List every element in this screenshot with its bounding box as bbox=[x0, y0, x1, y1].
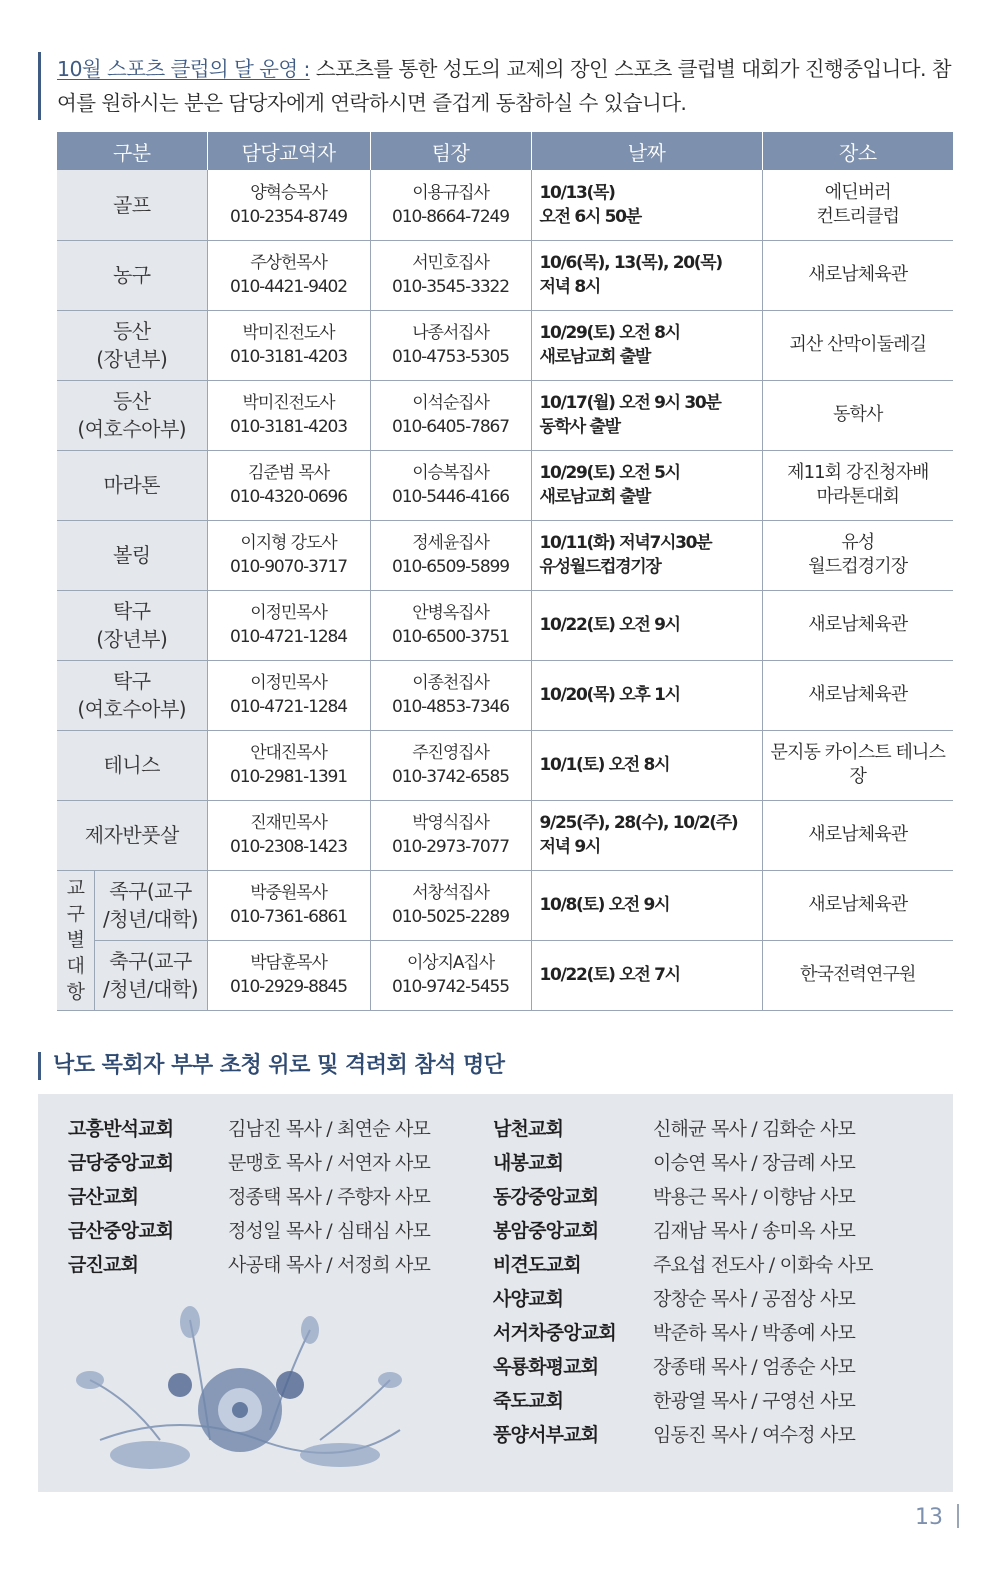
pastor-line: 010-4721-1284 bbox=[230, 697, 347, 717]
pastor-line: 010-3181-4203 bbox=[230, 417, 347, 437]
church-name: 옥룡화평교회 bbox=[493, 1356, 599, 1378]
intro-paragraph bbox=[38, 52, 963, 120]
place-line: 새로남체육관 bbox=[808, 264, 908, 285]
place-line: 월드컵경기장 bbox=[808, 556, 908, 577]
pastor-cell bbox=[207, 870, 370, 940]
leader-line: 정세윤집사 bbox=[412, 533, 489, 553]
leader-cell bbox=[370, 170, 531, 240]
category-cell bbox=[57, 730, 207, 800]
category-line: (여호수아부) bbox=[77, 417, 187, 441]
category-cell bbox=[57, 380, 207, 450]
category-cell bbox=[57, 660, 207, 730]
side-group-label bbox=[57, 870, 94, 1010]
leader-line: 010-2973-7077 bbox=[392, 837, 509, 857]
date-cell bbox=[531, 240, 762, 310]
couple-names: 정성일 목사 / 심태심 사모 bbox=[228, 1220, 431, 1242]
category-line: 제자반풋살 bbox=[84, 823, 179, 847]
pastor-line: 010-2929-8845 bbox=[230, 977, 347, 997]
pastor-line: 박미진전도사 bbox=[242, 323, 335, 343]
place-line: 유성 bbox=[841, 532, 875, 553]
leader-line: 주진영집사 bbox=[412, 743, 489, 763]
pastor-line: 010-7361-6861 bbox=[230, 907, 347, 927]
place-cell bbox=[762, 310, 953, 380]
couple-names: 이승연 목사 / 장금례 사모 bbox=[653, 1152, 856, 1174]
leader-line: 010-6509-5899 bbox=[392, 557, 509, 577]
category-line: /청년/대학) bbox=[102, 907, 199, 931]
church-name: 동강중앙교회 bbox=[493, 1186, 599, 1208]
leader-line: 서창석집사 bbox=[412, 883, 489, 903]
pastor-line: 이지형 강도사 bbox=[240, 533, 337, 553]
attendee-row bbox=[493, 1418, 873, 1452]
intro-highlight-text: 10월 스포츠 클럽의 달 운영 : bbox=[57, 57, 310, 81]
church-name: 금산교회 bbox=[68, 1186, 139, 1208]
table-row bbox=[57, 800, 953, 870]
date-line: 10/22(토) 오전 9시 bbox=[539, 615, 680, 635]
pastor-line: 010-3181-4203 bbox=[230, 347, 347, 367]
place-line: 새로남체육관 bbox=[808, 894, 908, 915]
pastor-line: 010-9070-3717 bbox=[230, 557, 347, 577]
date-line: 오전 6시 50분 bbox=[539, 206, 641, 227]
date-line: 동학사 출발 bbox=[539, 417, 620, 437]
pastor-cell bbox=[207, 800, 370, 870]
header-date: 날짜 bbox=[531, 132, 762, 170]
couple-names: 사공태 목사 / 서정희 사모 bbox=[228, 1254, 431, 1276]
couple-names: 한광열 목사 / 구영선 사모 bbox=[653, 1390, 856, 1412]
pastor-cell bbox=[207, 380, 370, 450]
leader-line: 010-3742-6585 bbox=[392, 767, 509, 787]
table-row bbox=[57, 310, 953, 380]
place-line: 새로남체육관 bbox=[808, 824, 908, 845]
category-line: 등산 bbox=[112, 389, 151, 413]
category-line: (장년부) bbox=[96, 627, 168, 651]
attendee-row bbox=[493, 1146, 873, 1180]
church-name: 비견도교회 bbox=[493, 1254, 581, 1276]
pastor-line: 양혁승목사 bbox=[250, 182, 327, 203]
place-cell bbox=[762, 730, 953, 800]
pastor-cell bbox=[207, 940, 370, 1010]
place-line: 새로남체육관 bbox=[808, 614, 908, 635]
attendance-left-column bbox=[68, 1112, 430, 1282]
leader-cell bbox=[370, 940, 531, 1010]
date-cell bbox=[531, 940, 762, 1010]
couple-names: 장종태 목사 / 엄종순 사모 bbox=[653, 1356, 856, 1378]
leader-line: 010-4753-5305 bbox=[392, 347, 509, 367]
sports-club-table bbox=[57, 132, 953, 1011]
category-line: (장년부) bbox=[96, 347, 168, 371]
date-cell bbox=[531, 380, 762, 450]
date-cell bbox=[531, 310, 762, 380]
category-line: 테니스 bbox=[103, 753, 160, 777]
attendee-row bbox=[493, 1316, 873, 1350]
date-line: 10/17(월) 오전 9시 30분 bbox=[539, 393, 721, 413]
date-line: 10/8(토) 오전 9시 bbox=[539, 895, 670, 915]
pastor-line: 김준범 목사 bbox=[248, 463, 329, 483]
attendance-right-column bbox=[493, 1112, 873, 1452]
date-line: 저녁 9시 bbox=[539, 837, 601, 857]
couple-names: 장창순 목사 / 공점상 사모 bbox=[653, 1288, 856, 1310]
page-number: 13 bbox=[915, 1505, 943, 1530]
category-line: /청년/대학) bbox=[102, 977, 199, 1001]
place-line: 괴산 산막이둘레길 bbox=[789, 334, 927, 355]
leader-line: 010-3545-3322 bbox=[392, 277, 509, 297]
date-cell bbox=[531, 870, 762, 940]
date-line: 10/29(토) 오전 8시 bbox=[539, 323, 680, 343]
date-line: 10/22(토) 오전 7시 bbox=[539, 965, 680, 985]
couple-names: 문맹호 목사 / 서연자 사모 bbox=[228, 1152, 431, 1174]
leader-cell bbox=[370, 450, 531, 520]
pastor-line: 안대진목사 bbox=[250, 743, 327, 763]
leader-line: 010-6405-7867 bbox=[392, 417, 509, 437]
date-cell bbox=[531, 730, 762, 800]
place-cell bbox=[762, 240, 953, 310]
couple-names: 박준하 목사 / 박종예 사모 bbox=[653, 1322, 856, 1344]
leader-cell bbox=[370, 730, 531, 800]
pastor-cell bbox=[207, 170, 370, 240]
table-row bbox=[57, 870, 953, 940]
category-cell bbox=[57, 520, 207, 590]
church-name: 풍양서부교회 bbox=[493, 1424, 599, 1446]
category-line: 농구 bbox=[112, 263, 151, 287]
date-line: 저녁 8시 bbox=[539, 277, 601, 297]
category-cell bbox=[94, 870, 207, 940]
date-line: 유성월드컵경기장 bbox=[539, 557, 661, 577]
church-name: 남천교회 bbox=[493, 1118, 564, 1140]
place-cell bbox=[762, 450, 953, 520]
table-row bbox=[57, 450, 953, 520]
side-label-char: 교 bbox=[66, 877, 84, 899]
place-line: 제11회 강진청자배 bbox=[787, 462, 929, 483]
leader-line: 010-8664-7249 bbox=[392, 206, 509, 227]
category-cell bbox=[57, 450, 207, 520]
church-name: 내봉교회 bbox=[493, 1152, 564, 1174]
category-line: 탁구 bbox=[112, 669, 151, 693]
table-row bbox=[57, 240, 953, 310]
couple-names: 신해균 목사 / 김화순 사모 bbox=[653, 1118, 856, 1140]
church-name: 고흥반석교회 bbox=[68, 1118, 174, 1140]
category-line: (여호수아부) bbox=[77, 697, 187, 721]
table-row bbox=[57, 940, 953, 1010]
table-row bbox=[57, 660, 953, 730]
date-cell bbox=[531, 520, 762, 590]
header-pastor: 담당교역자 bbox=[207, 132, 370, 170]
leader-cell bbox=[370, 380, 531, 450]
church-name: 금진교회 bbox=[68, 1254, 139, 1276]
date-line: 10/11(화) 저녁7시30분 bbox=[539, 533, 712, 553]
attendee-row bbox=[493, 1350, 873, 1384]
leader-line: 010-4853-7346 bbox=[392, 697, 509, 717]
church-name: 사양교회 bbox=[493, 1288, 564, 1310]
couple-names: 주요섭 전도사 / 이화숙 사모 bbox=[653, 1254, 873, 1276]
church-name: 죽도교회 bbox=[493, 1390, 564, 1412]
pastor-line: 이정민목사 bbox=[250, 603, 327, 623]
place-line: 한국전력연구원 bbox=[800, 964, 916, 985]
table-row bbox=[57, 590, 953, 660]
pastor-cell bbox=[207, 310, 370, 380]
leader-cell bbox=[370, 870, 531, 940]
leader-line: 박영식집사 bbox=[412, 813, 489, 833]
category-line: 골프 bbox=[112, 192, 151, 217]
attendee-row bbox=[68, 1180, 430, 1214]
couple-names: 임동진 목사 / 여수정 사모 bbox=[653, 1424, 856, 1446]
category-line: 마라톤 bbox=[103, 473, 160, 497]
leader-line: 010-5446-4166 bbox=[392, 487, 509, 507]
place-cell bbox=[762, 380, 953, 450]
category-line: 등산 bbox=[112, 319, 151, 343]
attendee-row bbox=[68, 1214, 430, 1248]
category-cell bbox=[57, 310, 207, 380]
date-line: 10/20(목) 오후 1시 bbox=[539, 685, 680, 705]
couple-names: 정종택 목사 / 주향자 사모 bbox=[228, 1186, 431, 1208]
church-name: 금산중앙교회 bbox=[68, 1220, 174, 1242]
category-line: 족구(교구 bbox=[109, 879, 192, 903]
date-cell bbox=[531, 170, 762, 240]
place-cell bbox=[762, 520, 953, 590]
leader-line: 010-5025-2289 bbox=[392, 907, 509, 927]
couple-names: 김남진 목사 / 최연순 사모 bbox=[228, 1118, 431, 1140]
attendee-row bbox=[493, 1214, 873, 1248]
place-cell bbox=[762, 870, 953, 940]
category-cell bbox=[57, 170, 207, 240]
date-line: 10/1(토) 오전 8시 bbox=[539, 755, 670, 775]
date-cell bbox=[531, 590, 762, 660]
place-cell bbox=[762, 940, 953, 1010]
attendee-row bbox=[493, 1180, 873, 1214]
attendee-row bbox=[68, 1112, 430, 1146]
couple-names: 박용근 목사 / 이향남 사모 bbox=[653, 1186, 856, 1208]
place-cell bbox=[762, 660, 953, 730]
pastor-cell bbox=[207, 660, 370, 730]
table-row bbox=[57, 520, 953, 590]
side-label-char: 별 bbox=[66, 929, 84, 951]
leader-line: 서민호집사 bbox=[412, 253, 489, 273]
date-line: 새로남교회 출발 bbox=[539, 347, 650, 367]
intro-highlight bbox=[57, 57, 310, 81]
attendee-row bbox=[493, 1384, 873, 1418]
leader-cell bbox=[370, 800, 531, 870]
side-label-char: 항 bbox=[66, 981, 84, 1003]
pastor-cell bbox=[207, 730, 370, 800]
place-line: 새로남체육관 bbox=[808, 684, 908, 705]
date-cell bbox=[531, 800, 762, 870]
leader-cell bbox=[370, 240, 531, 310]
pastor-line: 주상헌목사 bbox=[250, 253, 327, 273]
pastor-line: 010-2981-1391 bbox=[230, 767, 347, 787]
leader-cell bbox=[370, 660, 531, 730]
side-label-char: 구 bbox=[66, 903, 84, 925]
table-header-row bbox=[57, 132, 953, 170]
pastor-cell bbox=[207, 590, 370, 660]
place-line: 에딘버러 bbox=[824, 181, 891, 203]
pastor-line: 010-2354-8749 bbox=[230, 206, 347, 227]
pastor-cell bbox=[207, 240, 370, 310]
category-line: 볼링 bbox=[112, 543, 151, 567]
place-cell bbox=[762, 800, 953, 870]
pastor-cell bbox=[207, 520, 370, 590]
date-line: 10/6(목), 13(목), 20(목) bbox=[539, 253, 722, 273]
leader-line: 안병옥집사 bbox=[412, 603, 489, 623]
attendee-row bbox=[493, 1282, 873, 1316]
place-cell bbox=[762, 170, 953, 240]
pastor-line: 진재민목사 bbox=[250, 813, 327, 833]
leader-line: 이종천집사 bbox=[412, 673, 489, 693]
leader-cell bbox=[370, 520, 531, 590]
pastor-line: 010-4721-1284 bbox=[230, 627, 347, 647]
leader-line: 이상지A집사 bbox=[406, 953, 495, 973]
table-row bbox=[57, 730, 953, 800]
category-cell bbox=[57, 800, 207, 870]
date-line: 9/25(주), 28(수), 10/2(주) bbox=[539, 813, 738, 833]
leader-cell bbox=[370, 590, 531, 660]
category-line: 축구(교구 bbox=[109, 949, 192, 973]
date-line: 10/13(목) bbox=[539, 182, 615, 203]
leader-line: 나종서집사 bbox=[412, 323, 489, 343]
category-line: 탁구 bbox=[112, 599, 151, 623]
attendance-title: 낙도 목회자 부부 초청 위로 및 격려회 참석 명단 bbox=[38, 1052, 505, 1080]
page-number-divider bbox=[957, 1504, 959, 1528]
pastor-line: 박미진전도사 bbox=[242, 393, 335, 413]
date-cell bbox=[531, 450, 762, 520]
category-cell bbox=[57, 590, 207, 660]
pastor-line: 박중원목사 bbox=[250, 883, 327, 903]
place-cell bbox=[762, 590, 953, 660]
side-label-char: 대 bbox=[66, 955, 84, 977]
place-line: 마라톤대회 bbox=[816, 486, 899, 507]
leader-line: 이승복집사 bbox=[412, 463, 489, 483]
leader-cell bbox=[370, 310, 531, 380]
category-cell bbox=[57, 240, 207, 310]
attendee-row bbox=[493, 1248, 873, 1282]
header-leader: 팀장 bbox=[370, 132, 531, 170]
table-row bbox=[57, 170, 953, 240]
couple-names: 김재남 목사 / 송미옥 사모 bbox=[653, 1220, 856, 1242]
church-name: 봉암중앙교회 bbox=[493, 1220, 599, 1242]
church-name: 서거차중앙교회 bbox=[493, 1322, 616, 1344]
intro-text: 스포츠를 통한 성도의 교제의 장인 스포츠 클럽별 대회가 진행중입니다. 참여를 원하시는 분은 담당자에게 연락하시면 즐겁게 동참하실 수 있습니다. bbox=[57, 57, 951, 115]
header-category: 구분 bbox=[57, 132, 207, 170]
header-place: 장소 bbox=[762, 132, 953, 170]
pastor-line: 이정민목사 bbox=[250, 673, 327, 693]
attendee-row bbox=[493, 1112, 873, 1146]
pastor-line: 010-4320-0696 bbox=[230, 487, 347, 507]
pastor-line: 박담훈목사 bbox=[250, 953, 327, 973]
place-line: 컨트리클럽 bbox=[816, 205, 899, 227]
table-row bbox=[57, 380, 953, 450]
place-line: 문지동 카이스트 테니스장 bbox=[770, 742, 946, 787]
flower-bouquet-icon bbox=[60, 1290, 420, 1490]
category-cell bbox=[94, 940, 207, 1010]
leader-line: 010-9742-5455 bbox=[392, 977, 509, 997]
leader-line: 이석순집사 bbox=[412, 393, 489, 413]
church-name: 금당중앙교회 bbox=[68, 1152, 174, 1174]
date-line: 10/29(토) 오전 5시 bbox=[539, 463, 680, 483]
date-cell bbox=[531, 660, 762, 730]
place-line: 동학사 bbox=[833, 404, 883, 425]
leader-line: 010-6500-3751 bbox=[392, 627, 509, 647]
attendee-row bbox=[68, 1248, 430, 1282]
pastor-cell bbox=[207, 450, 370, 520]
pastor-line: 010-4421-9402 bbox=[230, 277, 347, 297]
pastor-line: 010-2308-1423 bbox=[230, 837, 347, 857]
date-line: 새로남교회 출발 bbox=[539, 487, 650, 507]
attendee-row bbox=[68, 1146, 430, 1180]
leader-line: 이용규집사 bbox=[412, 182, 489, 203]
